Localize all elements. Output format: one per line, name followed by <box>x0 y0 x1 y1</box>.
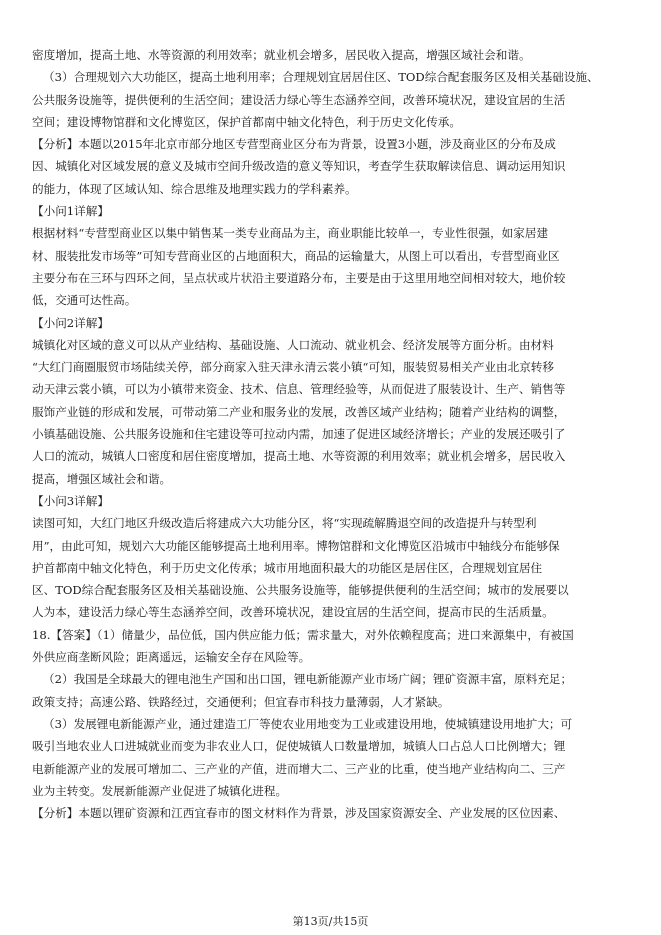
text-line: 服饰产业链的形成和发展，可带动第二产业和服务业的发展，改善区域产业结构；随着产业结构的调整， <box>32 404 566 419</box>
subquestion-1-heading: 【小问1详解】 <box>32 204 109 219</box>
text-line: 主要分布在三环与四环之间，呈点状或片状沿主要道路分布，主要是由于这里用地空间相对较大，地价较 <box>32 270 566 285</box>
answer-18-line: 18.【答案】（1）储量少，品位低，国内供应能力低；需求量大，对外依赖程度高；进口来源集中，有被国 <box>32 627 574 642</box>
text-line: （2）我国是全球最大的锂电池生产国和出口国，锂电新能源产业市场广阔；锂矿资源丰富，原料充足； <box>43 672 573 687</box>
text-line: 小镇基础设施、公共服务设施和住宅建设等可拉动内需，加速了促进区域经济增长；产业的发展还吸引了 <box>32 427 566 442</box>
text-line: 提高，增强区域社会和谐。 <box>32 471 172 486</box>
document-body <box>32 44 632 824</box>
text-line: 人为本，建设活力绿心等生态涵养空间，改善环境状况，建设宜居的生活空间，提高市民的生活质量。 <box>32 605 554 620</box>
text-line: 电新能源产业的发展可增加二、三产业的产值，进而增大二、三产业的比重，使当地产业结构向二、三产 <box>32 761 566 776</box>
text-line: 吸引当地农业人口进城就业而变为非农业人口，促使城镇人口数量增加，城镇人口占总人口比例增大；锂 <box>32 739 566 754</box>
text-line: 外供应商垄断风险；距离遥远，运输安全存在风险等。 <box>32 650 311 665</box>
text-line: 密度增加，提高土地、水等资源的利用效率；就业机会增多，居民收入提高，增强区域社会和谐。 <box>32 48 531 62</box>
text-line: 动天津云裳小镇，可以为小镇带来资金、技术、信息、管理经验等，从而促进了服装设计、生产、销售等 <box>32 382 566 397</box>
text-line: “大红门商圈服贸市场陆续关停，部分商家入驻天津永清云裳小镇“可知，服装贸易相关产业由北京转移 <box>32 360 554 375</box>
text-line: 公共服务设施等，提供便利的生活空间；建设活力绿心等生态涵养空间，改善环境状况，建设宜居的生活 <box>32 92 566 107</box>
text-line: 城镇化对区域的意义可以从产业结构、基础设施、人口流动、就业机会、经济发展等方面分析。由材料 <box>32 337 554 352</box>
text-line: 材、服装批发市场等”可知专营商业区的占地面积大，商品的运输量大，从图上可以看出，专营型商业区 <box>32 248 560 263</box>
analysis-heading-line: 【分析】本题以2015年北京市部分地区专营型商业区分布为背景，设置3小题，涉及商业区的分布及成 <box>32 137 556 152</box>
text-line: 空间；建设博物馆群和文化博览区，保护首都南中轴文化特色，利于历史文化传承。 <box>32 114 461 129</box>
analysis-heading-line: 【分析】本题以锂矿资源和江西宜春市的图文材料作为背景，涉及国家资源安全、产业发展的区位因素、 <box>32 806 566 821</box>
text-line: 业为主转变。发展新能源产业促进了城镇化进程。 <box>32 783 288 798</box>
text-line: 用”，由此可知，规划六大功能区能够提高土地利用率。博物馆群和文化博览区沿城市中轴线分布能够保 <box>32 538 560 553</box>
text-line: 读图可知，大红门地区升级改造后将建成六大功能分区，将“实现疏解腾退空间的改造提升与转型利 <box>32 516 537 531</box>
text-line: （3）发展锂电新能源产业，通过建造工厂等使农业用地变为工业或建设用地，使城镇建设用地扩大；可 <box>43 716 573 731</box>
text-line: 政策支持；高速公路、铁路经过，交通便利；但宜春市科技力量薄弱，人才紧缺。 <box>32 694 450 709</box>
text-line: （3）合理规划六大功能区，提高土地利用率；合理规划宜居居住区、TOD综合配套服务区及相关基础设施、 <box>43 70 599 85</box>
text-line: 人口的流动，城镇人口密度和居住密度增加，提高土地、水等资源的利用效率；就业机会增多，居民收入 <box>32 449 566 464</box>
text-line: 因、城镇化对区域发展的意义及城市空间升级改造的意义等知识，考查学生获取解读信息、调动运用知识 <box>32 159 566 174</box>
text-line: 低，交通可达性高。 <box>32 293 137 308</box>
text-line: 护首都南中轴文化特色，利于历史文化传承；城市用地面积最大的功能区是居住区，合理规划宜居住 <box>32 560 543 575</box>
page-number: 第13页/共15页 <box>292 915 369 928</box>
text-line: 区、TOD综合配套服务区及相关基础设施、公共服务设施等，能够提供便利的生活空间；城市的发展要以 <box>32 583 569 598</box>
subquestion-3-heading: 【小问3详解】 <box>32 493 109 508</box>
subquestion-2-heading: 【小问2详解】 <box>32 315 109 330</box>
text-line: 根据材料“专营型商业区以集中销售某一类专业商品为主，商业职能比较单一，专业性很强，如家居建 <box>32 226 549 241</box>
text-line: 的能力，体现了区域认知、综合思维及地理实践力的学科素养。 <box>32 181 357 196</box>
